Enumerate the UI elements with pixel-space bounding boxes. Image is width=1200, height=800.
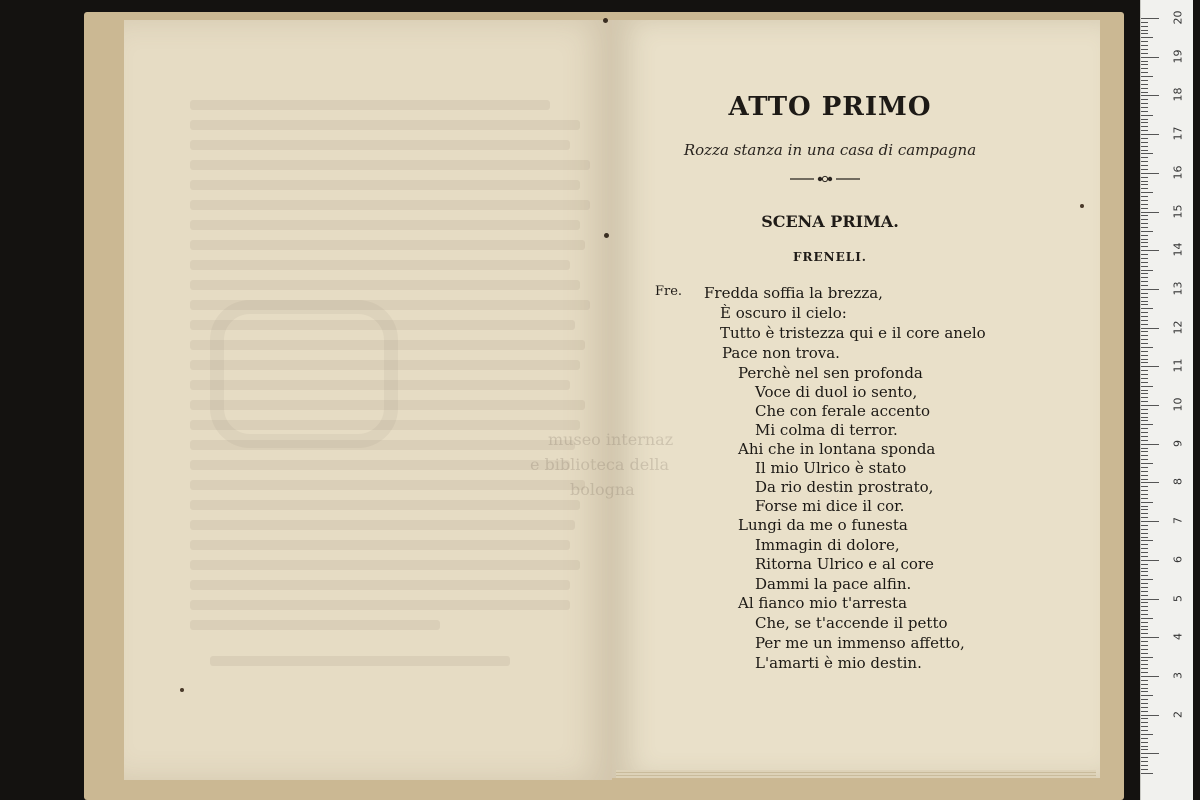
ruler-tick <box>1141 382 1148 383</box>
ruler-tick <box>1141 765 1148 766</box>
ruler-tick <box>1141 231 1153 232</box>
show-through-line <box>190 120 580 130</box>
ruler-tick <box>1141 72 1148 73</box>
ruler-tick <box>1141 339 1148 340</box>
ruler-tick <box>1141 498 1148 499</box>
ruler-tick <box>1141 239 1148 240</box>
ruler-tick <box>1141 668 1148 669</box>
ruler-number: 14 <box>1171 242 1185 257</box>
scene-setting: Rozza stanza in una casa di campagna <box>683 141 977 159</box>
ruler-tick <box>1141 208 1148 209</box>
binding-hole <box>603 18 608 23</box>
ruler-tick <box>1141 397 1148 398</box>
ruler-tick <box>1141 262 1148 263</box>
ruler-tick <box>1141 107 1148 108</box>
verse-line: Fredda soffia la brezza, <box>704 284 883 302</box>
ruler-tick <box>1141 722 1148 723</box>
ruler-tick <box>1141 711 1148 712</box>
ruler-number: 5 <box>1171 594 1185 602</box>
ruler-tick <box>1141 212 1159 213</box>
ruler-tick <box>1141 393 1148 394</box>
show-through-line <box>210 656 510 666</box>
ruler-tick <box>1141 746 1148 747</box>
ruler-tick <box>1141 301 1148 302</box>
verse-line: Al fianco mio t'arresta <box>738 594 908 612</box>
ruler-tick <box>1141 544 1148 545</box>
ruler-tick <box>1141 45 1148 46</box>
ruler-tick <box>1141 676 1159 677</box>
ruler-tick <box>1141 440 1148 441</box>
ruler-tick <box>1141 250 1159 251</box>
ruler-tick <box>1141 653 1148 654</box>
ruler-tick <box>1141 568 1148 569</box>
ruler-tick <box>1141 285 1148 286</box>
ruler-tick <box>1141 537 1148 538</box>
ruler-tick <box>1141 649 1148 650</box>
ruler-tick <box>1141 413 1148 414</box>
ruler-tick <box>1141 30 1148 31</box>
ruler-tick <box>1141 730 1148 731</box>
verse-line: Mi colma di terror. <box>755 421 898 439</box>
watermark-line: e biblioteca della <box>530 455 669 474</box>
ruler-tick <box>1141 37 1153 38</box>
ruler-tick <box>1141 331 1148 332</box>
ruler-tick <box>1141 99 1148 100</box>
ruler-tick <box>1141 76 1153 77</box>
ruler-tick <box>1141 92 1148 93</box>
verse-line: Forse mi dice il cor. <box>755 497 905 515</box>
ruler-tick <box>1141 506 1148 507</box>
ruler-tick <box>1141 680 1148 681</box>
ruler-tick <box>1141 111 1148 112</box>
ruler-tick <box>1141 691 1148 692</box>
ruler-tick <box>1141 660 1148 661</box>
ruler-tick <box>1141 718 1148 719</box>
ruler-tick <box>1141 560 1159 561</box>
ruler-tick <box>1141 595 1148 596</box>
ruler-tick <box>1141 68 1148 69</box>
verse-line: Tutto è tristezza qui e il core anelo <box>720 324 986 342</box>
ruler-tick <box>1141 769 1148 770</box>
verse-line: Dammi la pace alfin. <box>755 575 912 593</box>
ruler-number: 6 <box>1171 555 1185 563</box>
ruler-tick <box>1141 293 1148 294</box>
ruler-tick <box>1141 378 1148 379</box>
show-through-line <box>190 200 590 210</box>
ruler-tick <box>1141 448 1148 449</box>
ruler-tick <box>1141 122 1148 123</box>
ruler-tick <box>1141 463 1153 464</box>
ruler-tick <box>1141 486 1148 487</box>
ruler-tick <box>1141 161 1148 162</box>
ruler-tick <box>1141 297 1148 298</box>
ruler-tick <box>1141 664 1148 665</box>
ruler-tick <box>1141 610 1148 611</box>
ruler-tick <box>1141 738 1148 739</box>
ruler-tick <box>1141 165 1148 166</box>
ruler-tick <box>1141 428 1148 429</box>
ruler-tick <box>1141 575 1148 576</box>
ruler-tick <box>1141 409 1148 410</box>
ruler-tick <box>1141 169 1148 170</box>
ruler-tick <box>1141 494 1148 495</box>
ruler-tick <box>1141 146 1148 147</box>
ruler-tick <box>1141 142 1148 143</box>
ruler-tick <box>1141 564 1148 565</box>
ruler-tick <box>1141 304 1148 305</box>
ruler-tick <box>1141 235 1148 236</box>
ruler-tick <box>1141 320 1148 321</box>
ruler-tick <box>1141 103 1148 104</box>
ruler-tick <box>1141 157 1148 158</box>
ruler-tick <box>1141 57 1159 58</box>
ruler-tick <box>1141 645 1148 646</box>
ruler-tick <box>1141 119 1148 120</box>
ruler-number: 19 <box>1171 49 1185 64</box>
ruler-tick <box>1141 223 1148 224</box>
show-through-stamp <box>210 300 398 448</box>
verse-line: Che con ferale accento <box>755 402 930 420</box>
page-stack-edge <box>616 770 1096 778</box>
ruler-tick <box>1141 773 1153 774</box>
verse-line: Ahi che in lontana sponda <box>738 440 936 458</box>
ruler-tick <box>1141 533 1148 534</box>
ruler-tick <box>1141 351 1148 352</box>
ruler-tick <box>1141 753 1159 754</box>
ruler-number: 11 <box>1171 358 1185 373</box>
ruler-tick <box>1141 26 1148 27</box>
ruler-tick <box>1141 614 1148 615</box>
ruler-tick <box>1141 254 1148 255</box>
ruler-tick <box>1141 196 1148 197</box>
ruler-tick <box>1141 88 1148 89</box>
ruler-tick <box>1141 622 1148 623</box>
ruler-tick <box>1141 513 1148 514</box>
ruler-tick <box>1141 53 1148 54</box>
ruler-tick <box>1141 556 1148 557</box>
ruler-tick <box>1141 688 1148 689</box>
ruler-tick <box>1141 355 1148 356</box>
ruler-tick <box>1141 219 1148 220</box>
ruler-tick <box>1141 479 1148 480</box>
ruler-number: 17 <box>1171 126 1185 141</box>
ruler-tick <box>1141 637 1159 638</box>
ruler-tick <box>1141 734 1153 735</box>
ruler-number: 10 <box>1171 397 1185 412</box>
ruler-tick <box>1141 366 1159 367</box>
ruler-number: 15 <box>1171 204 1185 218</box>
verse-line: L'amarti è mio destin. <box>755 654 922 672</box>
ruler-tick <box>1141 540 1153 541</box>
ruler-number: 9 <box>1171 439 1185 447</box>
ruler-tick <box>1141 672 1148 673</box>
ruler-tick <box>1141 471 1148 472</box>
ruler-tick <box>1141 347 1153 348</box>
verse-line: Voce di duol io sento, <box>755 383 918 401</box>
ruler-tick <box>1141 188 1148 189</box>
ruler-tick <box>1141 467 1148 468</box>
ruler-tick <box>1141 436 1148 437</box>
ruler-tick <box>1141 629 1148 630</box>
act-title: ATTO PRIMO <box>728 92 932 122</box>
ruler-tick <box>1141 177 1148 178</box>
ruler-tick <box>1141 130 1148 131</box>
watermark-line: bologna <box>570 480 635 499</box>
ruler-number: 7 <box>1171 517 1185 525</box>
ruler-tick <box>1141 548 1148 549</box>
binding-hole <box>604 233 609 238</box>
ruler-number: 12 <box>1171 320 1185 335</box>
ruler-tick <box>1141 742 1148 743</box>
ruler-number: 3 <box>1171 671 1185 679</box>
ruler-number: 13 <box>1171 281 1185 296</box>
ruler-tick <box>1141 490 1148 491</box>
ruler-tick <box>1141 273 1148 274</box>
verse-line: Da rio destin prostrato, <box>755 478 934 496</box>
ruler-tick <box>1141 192 1153 193</box>
ruler-tick <box>1141 749 1148 750</box>
ruler-number: 20 <box>1171 10 1185 25</box>
ruler-tick <box>1141 444 1159 445</box>
ruler-tick <box>1141 115 1153 116</box>
ruler-tick <box>1141 266 1148 267</box>
ruler-tick <box>1141 18 1159 19</box>
ruler-tick <box>1141 281 1148 282</box>
ruler-tick <box>1141 633 1148 634</box>
ruler-tick <box>1141 215 1148 216</box>
ruler-tick <box>1141 502 1153 503</box>
ruler-tick <box>1141 312 1148 313</box>
ruler-tick <box>1141 517 1148 518</box>
ruler-tick <box>1141 316 1148 317</box>
ruler-tick <box>1141 95 1159 96</box>
ruler-tick <box>1141 138 1148 139</box>
ruler-tick <box>1141 84 1148 85</box>
ruler-tick <box>1141 401 1148 402</box>
ruler-tick <box>1141 451 1148 452</box>
ruler-tick <box>1141 359 1148 360</box>
ruler-tick <box>1141 707 1148 708</box>
ruler-tick <box>1141 529 1148 530</box>
ruler-tick <box>1141 432 1148 433</box>
ruler-tick <box>1141 761 1148 762</box>
ruler-tick <box>1141 258 1148 259</box>
ruler-tick <box>1141 184 1148 185</box>
ruler-tick <box>1141 726 1148 727</box>
ruler-tick <box>1141 150 1148 151</box>
show-through-line <box>190 260 570 270</box>
paper-speck <box>180 688 184 692</box>
ruler-tick <box>1141 405 1159 406</box>
ruler-tick <box>1141 242 1148 243</box>
show-through-line <box>190 560 580 570</box>
verse-line: Che, se t'accende il petto <box>755 614 948 632</box>
show-through-line <box>190 580 570 590</box>
show-through-line <box>190 540 570 550</box>
show-through-line <box>190 160 590 170</box>
ruler-tick <box>1141 33 1148 34</box>
ruler-tick <box>1141 328 1159 329</box>
ruler-tick <box>1141 579 1153 580</box>
speaker-label: Fre. <box>655 284 683 299</box>
ruler-number: 4 <box>1171 633 1185 641</box>
ruler-tick <box>1141 715 1159 716</box>
verse-line: Pace non trova. <box>722 344 840 362</box>
ruler-tick <box>1141 41 1148 42</box>
ruler-tick <box>1141 657 1153 658</box>
ruler-tick <box>1141 270 1153 271</box>
scene-title: SCENA PRIMA. <box>761 212 899 231</box>
verse-line: È oscuro il cielo: <box>720 304 847 322</box>
show-through-line <box>190 520 575 530</box>
ruler-tick <box>1141 417 1148 418</box>
ruler-tick <box>1141 181 1148 182</box>
show-through-line <box>190 240 585 250</box>
show-through-line <box>190 140 570 150</box>
ruler-tick <box>1141 64 1148 65</box>
watermark-line: museo internaz <box>548 430 674 449</box>
verse-line: Immagin di dolore, <box>755 536 900 554</box>
ruler-tick <box>1141 386 1153 387</box>
verse-line: Perchè nel sen profonda <box>738 364 923 382</box>
ruler-tick <box>1141 571 1148 572</box>
ruler-tick <box>1141 602 1148 603</box>
ruler-tick <box>1141 587 1148 588</box>
ruler-tick <box>1141 641 1148 642</box>
show-through-line <box>190 500 580 510</box>
verse-line: Il mio Ulrico è stato <box>755 459 907 477</box>
show-through-line <box>190 620 440 630</box>
show-through-line <box>190 480 585 490</box>
show-through-line <box>190 100 550 110</box>
ruler-tick <box>1141 455 1148 456</box>
ruler-tick <box>1141 49 1148 50</box>
ruler-tick <box>1141 343 1148 344</box>
ruler-tick <box>1141 134 1159 135</box>
ruler-tick <box>1141 618 1153 619</box>
show-through-line <box>190 600 570 610</box>
ruler-tick <box>1141 509 1148 510</box>
ruler-tick <box>1141 200 1148 201</box>
ruler-tick <box>1141 684 1148 685</box>
verse-line: Ritorna Ulrico e al core <box>755 555 934 573</box>
ruler-tick <box>1141 475 1148 476</box>
show-through-line <box>190 460 570 470</box>
ruler-tick <box>1141 699 1148 700</box>
ruler-tick <box>1141 695 1153 696</box>
ruler-number: 2 <box>1171 710 1185 718</box>
show-through-line <box>190 220 580 230</box>
ruler-tick <box>1141 277 1148 278</box>
ruler-tick <box>1141 362 1148 363</box>
ruler-number: 8 <box>1171 478 1185 486</box>
ruler-tick <box>1141 606 1148 607</box>
paper-speck <box>1080 204 1084 208</box>
ruler-tick <box>1141 61 1148 62</box>
show-through-line <box>190 180 580 190</box>
ruler-tick <box>1141 420 1148 421</box>
ruler-tick <box>1141 204 1148 205</box>
ruler-tick <box>1141 374 1148 375</box>
ruler-tick <box>1141 703 1148 704</box>
ruler-tick <box>1141 591 1148 592</box>
ruler-tick <box>1141 126 1148 127</box>
divider-ornament <box>790 174 860 184</box>
ruler-tick <box>1141 459 1148 460</box>
ruler-tick <box>1141 599 1159 600</box>
ruler-number: 16 <box>1171 165 1185 180</box>
ruler-tick <box>1141 289 1159 290</box>
show-through-line <box>190 280 580 290</box>
ruler-tick <box>1141 308 1153 309</box>
ruler-tick <box>1141 757 1148 758</box>
ruler-tick <box>1141 583 1148 584</box>
ruler-tick <box>1141 482 1159 483</box>
ruler-tick <box>1141 324 1148 325</box>
ruler-tick <box>1141 153 1153 154</box>
character-heading: FRENELI. <box>793 250 867 264</box>
ruler-tick <box>1141 525 1148 526</box>
ruler-tick <box>1141 424 1153 425</box>
ruler-tick <box>1141 370 1148 371</box>
ruler-tick <box>1141 246 1148 247</box>
verse-line: Per me un immenso affetto, <box>755 634 965 652</box>
ruler-number: 18 <box>1171 87 1185 102</box>
ruler-tick <box>1141 626 1148 627</box>
verse-line: Lungi da me o funesta <box>738 516 908 534</box>
ruler-tick <box>1141 521 1159 522</box>
ruler-tick <box>1141 390 1148 391</box>
ruler-tick <box>1141 80 1148 81</box>
ruler-tick <box>1141 22 1148 23</box>
ruler-tick <box>1141 335 1148 336</box>
ruler-tick <box>1141 173 1159 174</box>
ruler-tick <box>1141 552 1148 553</box>
ruler-tick <box>1141 227 1148 228</box>
